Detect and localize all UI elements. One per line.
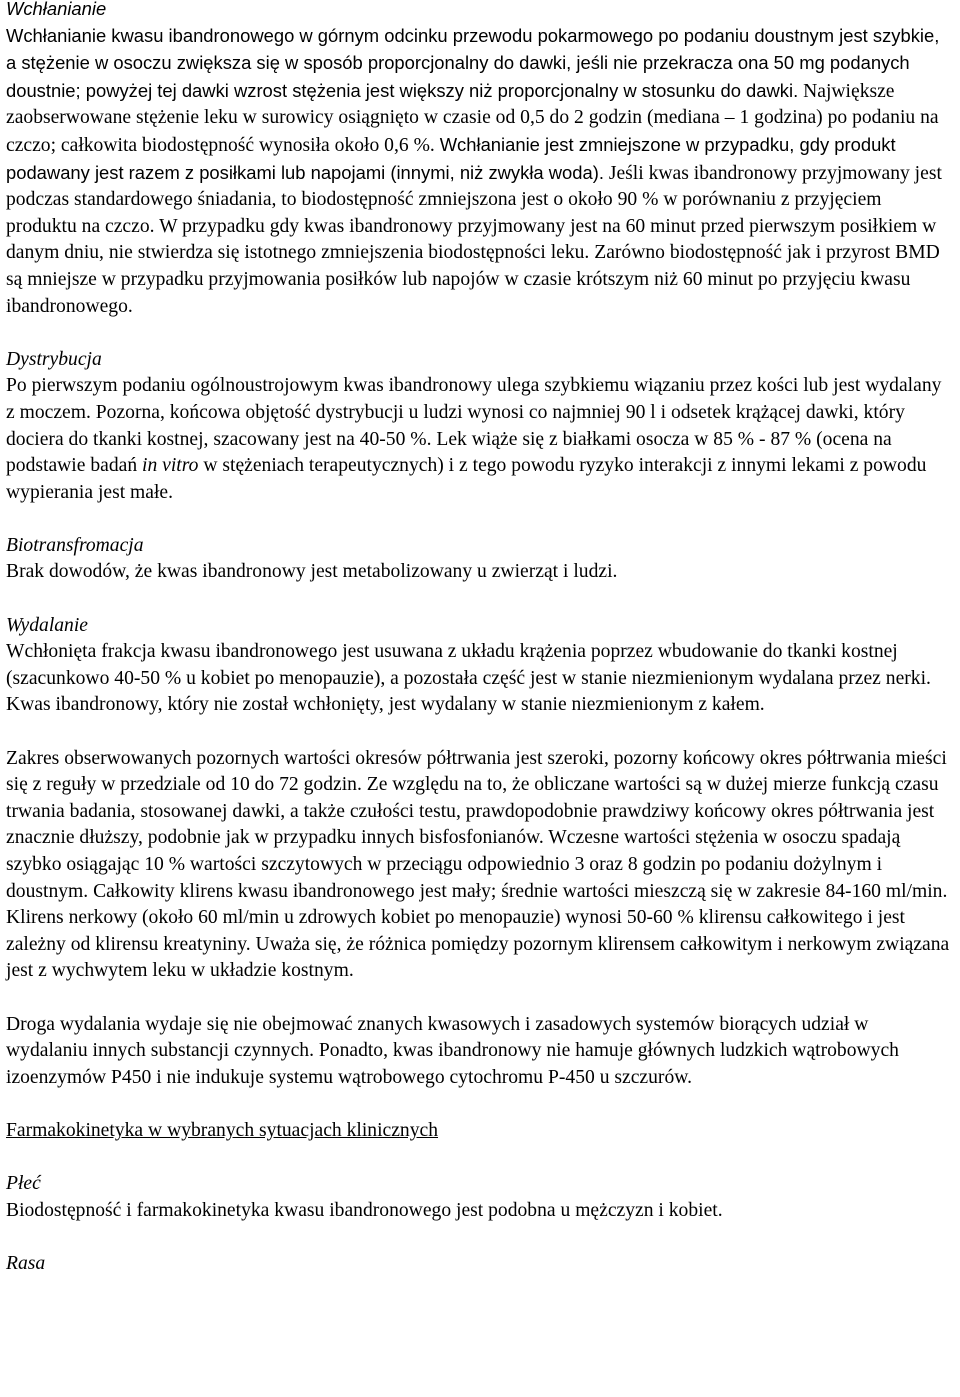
- distribution-text-end: w stężeniach terapeutycznych) i z tego powodu ryzyko interakcji z innymi lekami z powodu wypierania jest małe.: [6, 455, 927, 503]
- race-heading: Rasa: [6, 1252, 46, 1274]
- absorption-paragraph: [6, 23, 954, 321]
- elimination-paragraph-1: Wchłonięta frakcja kwasu ibandronowego jest usuwana z układu krążenia poprzez wbudowanie do tkanki kostnej (szacunkowo 40-50 % u kobiet po menopauzie), a pozostała część jest w stanie niezmienionym wydalana przez nerki. Kwas ibandronowy, który nie został wchłonięty, jest wydalany w stanie niezmienionym z kałem.: [6, 641, 931, 716]
- absorption-sentence-1: Wchłanianie kwasu ibandronowego w górnym odcinku przewodu pokarmowego po podaniu doustnym jest szybkie, a stężenie w osoczu zwiększa się w sposób proporcjonalny do dawki, jeśli nie przekracza ona 50 mg podanych doustnie; powyżej tej dawki wzrost stężenia jest większy niż proporcjonalny w stosunku do dawki.: [6, 24, 940, 101]
- distribution-heading: Dystrybucja: [6, 348, 102, 370]
- sex-paragraph: Biodostępność i farmakokinetyka kwasu ibandronowego jest podobna u mężczyzn i kobiet.: [6, 1199, 723, 1221]
- biotransformation-heading: Biotransfromacja: [6, 534, 144, 556]
- absorption-sentence-2: Największe zaobserwowane stężenie leku w surowicy osiągnięto w czasie od 0,5 do 2 godzin (mediana – 1 godzina) po podaniu na czczo; całkowita biodostępność wynosiła około 0,6 %.: [6, 80, 939, 156]
- absorption-sentence-4: Jeśli kwas ibandronowy przyjmowany jest podczas standardowego śniadania, to biodostępność zmniejszona jest o około 90 % w porównaniu z przyjęciem produktu na czczo. W przypadku gdy kwas ibandronowy przyjmowany jest na 60 minut przed pierwszym posiłkiem w danym dniu, nie stwierdza się istotnego zmniejszenia biodostępności leku. Zarówno biodostępność jak i przyrost BMD są mniejsze w przypadku przyjmowania posiłków lub napojów w czasie krótszym niż 60 minut po przyjęciu kwasu ibandronowego.: [6, 162, 942, 317]
- absorption-sentence-3: Wchłanianie jest zmniejszone w przypadku, gdy produkt podawany jest razem z posiłkami lub napojami (innymi, niż zwykła woda).: [6, 133, 896, 183]
- sex-heading: Płeć: [6, 1173, 41, 1195]
- in-vitro-term: in vitro: [142, 455, 199, 477]
- document-page: [6, 0, 954, 1278]
- distribution-paragraph: [6, 373, 954, 506]
- elimination-heading: Wydalanie: [6, 614, 88, 636]
- distribution-text-start: Po pierwszym podaniu ogólnoustrojowym kwas ibandronowy ulega szybkiemu wiązaniu przez kości lub jest wydalany z moczem. Pozorna, końcowa objętość dystrybucji u ludzi wynosi co najmniej 90 l i odsetek krążącej dawki, który dociera do tkanki kostnej, szacowany jest na 40-50 %. Lek wiąże się z białkami osocza w 85 % - 87 % (ocena na podstawie badań: [6, 375, 942, 477]
- biotransformation-paragraph: Brak dowodów, że kwas ibandronowy jest metabolizowany u zwierząt i ludzi.: [6, 561, 618, 583]
- elimination-paragraph-3: Droga wydalania wydaje się nie obejmować znanych kwasowych i zasadowych systemów biorących udział w wydalaniu innych substancji czynnych. Ponadto, kwas ibandronowy nie hamuje głównych ludzkich wątrobowych izoenzymów P450 i nie indukuje systemu wątrobowego cytochromu P-450 u szczurów.: [6, 1013, 899, 1088]
- elimination-paragraph-2: Zakres obserwowanych pozornych wartości okresów półtrwania jest szeroki, pozorny końcowy okres półtrwania mieści się z reguły w przedziale od 10 do 72 godzin. Ze względu na to, że obliczane wartości są w dużej mierze funkcją czasu trwania badania, stosowanej dawki, a także czułości testu, prawdopodobnie prawdziwy końcowy okres półtrwania jest znacznie dłuższy, podobnie jak w przypadku innych bisfosfonianów. Wczesne wartości stężenia w osoczu spadają szybko osiągając 10 % wartości szczytowych w przeciągu odpowiednio 3 oraz 8 godzin po podaniu dożylnym i doustnym. Całkowity klirens kwasu ibandronowego jest mały; średnie wartości mieszczą się w zakresie 84-160 ml/min. Klirens nerkowy (około 60 ml/min u zdrowych kobiet po menopauzie) wynosi 50-60 % klirensu całkowitego i jest zależny od klirensu kreatyniny. Uważa się, że różnica pomiędzy pozornym klirensem całkowitym i nerkowym związana jest z wychwytem leku w układzie kostnym.: [6, 747, 950, 982]
- absorption-heading: Wchłanianie: [6, 0, 107, 19]
- special-populations-heading: Farmakokinetyka w wybranych sytuacjach klinicznych: [6, 1119, 439, 1141]
